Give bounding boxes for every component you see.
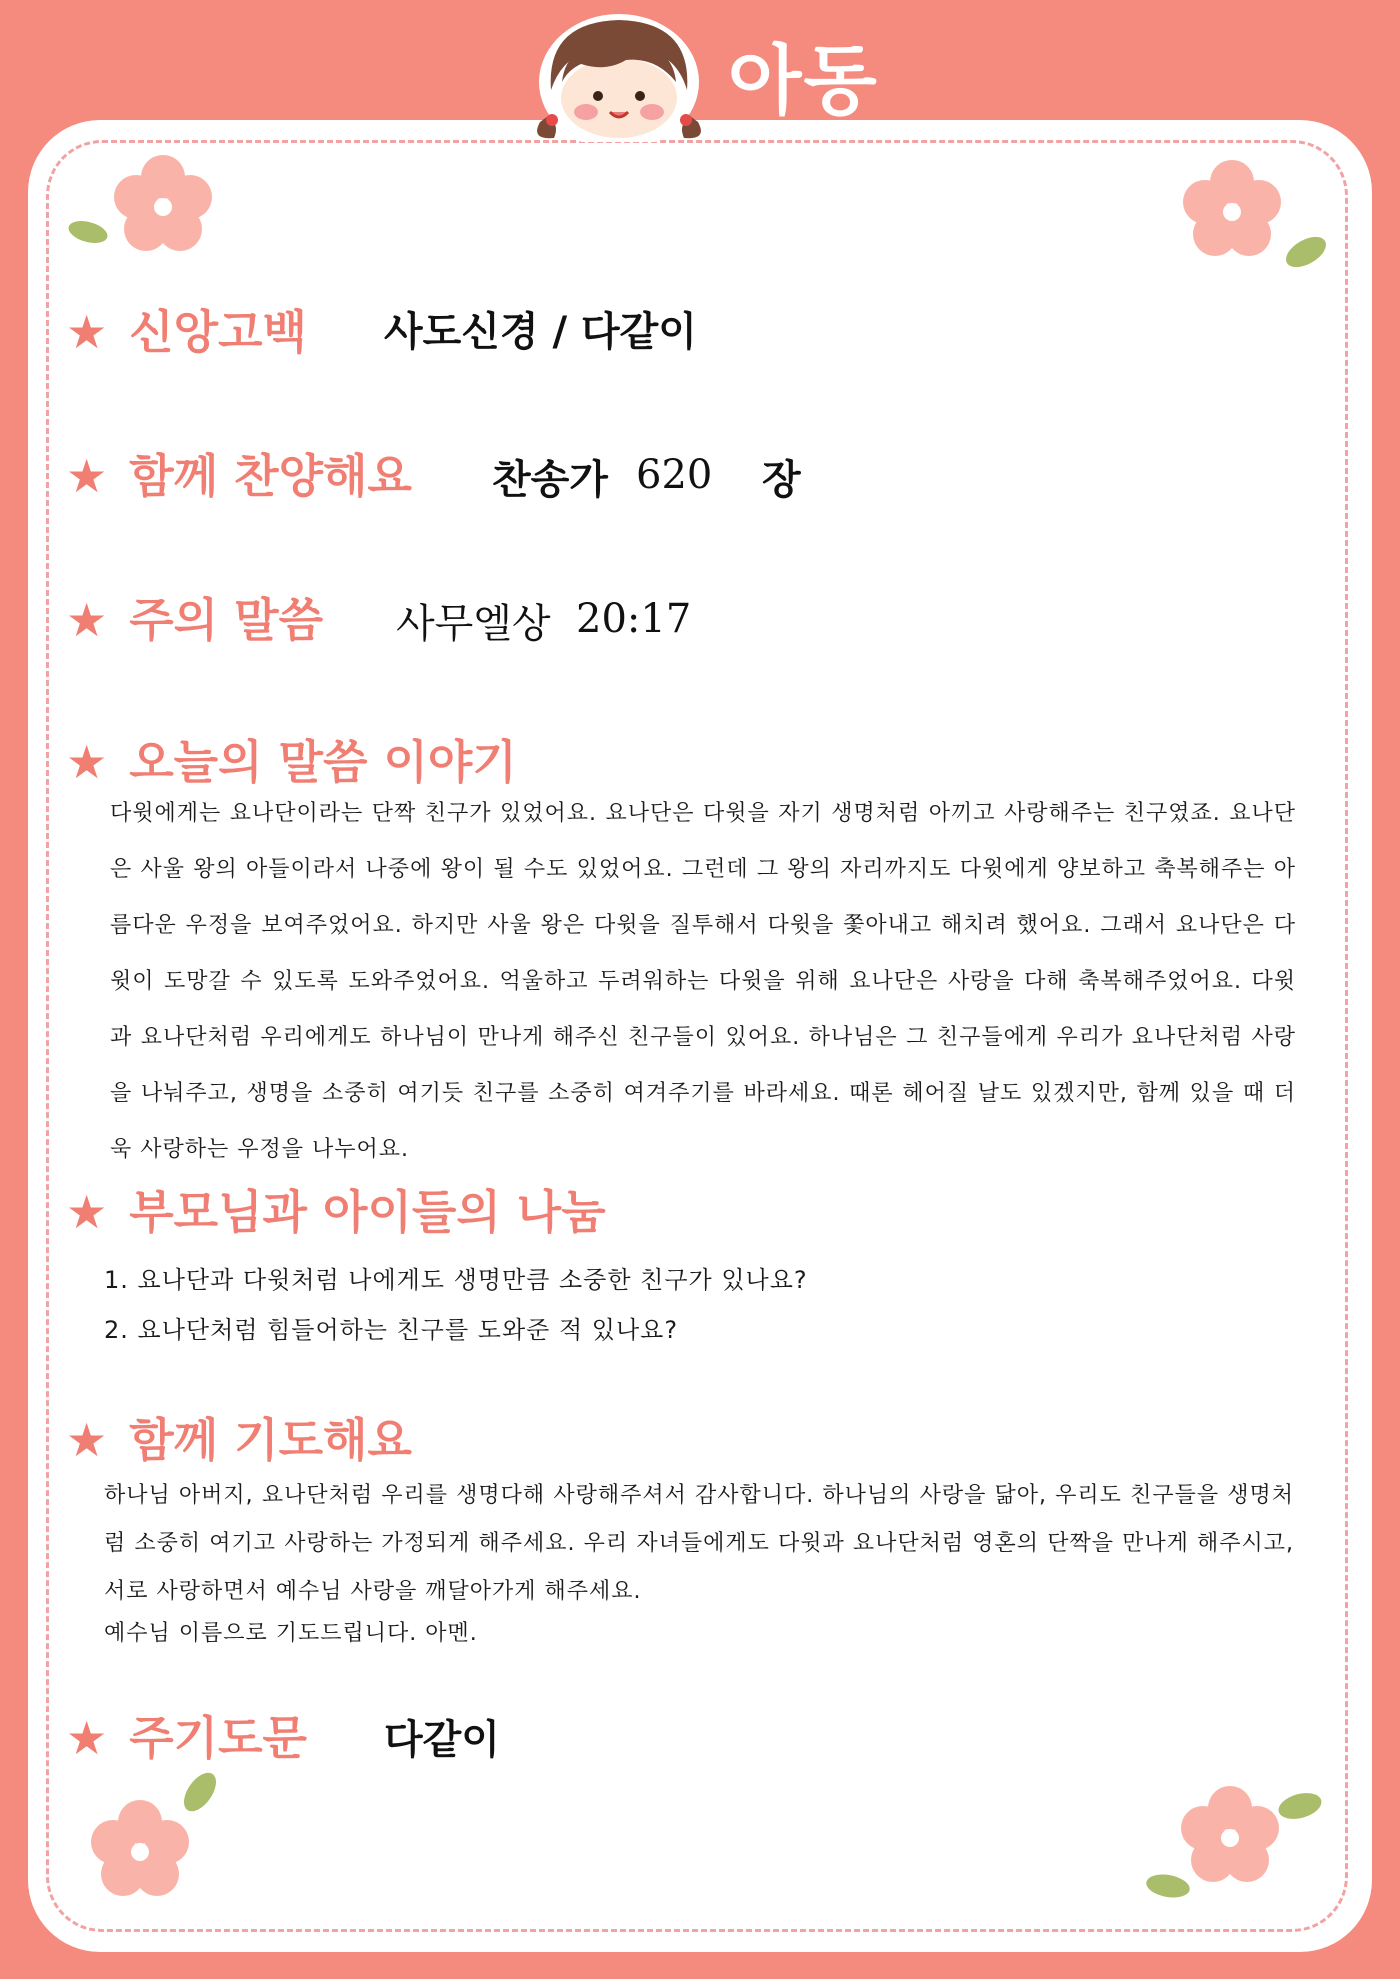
- section-heading-sharing: ★ 부모님과 아이들의 나눔: [66, 1185, 606, 1239]
- section-heading-lords-prayer: ★ 주기도문: [66, 1711, 307, 1765]
- sharing-question: 1. 요나단과 다윗처럼 나에게도 생명만큼 소중한 친구가 있나요?: [104, 1266, 808, 1294]
- hymn-unit: 장: [762, 457, 801, 503]
- star-icon: ★: [66, 1413, 108, 1467]
- star-icon: ★: [66, 1711, 108, 1765]
- star-icon: ★: [66, 305, 108, 359]
- prayer-closing: 예수님 이름으로 기도드립니다. 아멘.: [104, 1621, 478, 1646]
- flower-icon: [1130, 1766, 1330, 1906]
- star-icon: ★: [66, 593, 108, 647]
- section-heading-hymn: ★ 함께 찬양해요: [66, 449, 412, 503]
- story-text: 다윗에게는 요나단이라는 단짝 친구가 있었어요. 요나단은 다윗을 자기 생명처럼 아끼고 사랑해주는 친구였죠. 요나단은 사울 왕의 아들이라서 나중에 왕이 될 수도 있었어요. 그런데 그 왕의 자리까지도 다윗에게 양보하고 축복해주는 아름다운 우정을 보여주었어요. 하지만 사울 왕은 다윗을 질투해서 다윗을 쫓아내고 해치려 했어요. 그래서 요나단은 다윗이 도망갈 수 있도록 도와주었어요. 억울하고 두려워하는 다윗을 위해 요나단은 사랑을 다해 축복해주었어요. 다윗과 요나단처럼 우리에게도 하나님이 만나게 해주신 친구들이 있어요. 하나님은 그 친구들에게 우리가 요나단처럼 사랑을 나눠주고, 생명을 소중히 여기듯 친구를 소중히 여겨주기를 바라세요. 때론 헤어질 날도 있겠지만, 함께 있을 때 더욱 사랑하는 우정을 나누어요.: [110, 801, 1296, 1162]
- star-icon: ★: [66, 1185, 108, 1239]
- verse-number: 20:17: [576, 596, 692, 642]
- section-heading-prayer: ★ 함께 기도해요: [66, 1413, 412, 1467]
- creed-value: 사도신경 / 다같이: [384, 309, 697, 355]
- hymn-number: 620: [636, 452, 713, 498]
- section-heading-creed: ★ 신앙고백: [66, 305, 307, 359]
- prayer-text: 하나님 아버지, 요나단처럼 우리를 생명다해 사랑해주셔서 감사합니다. 하나님의 사랑을 닮아, 우리도 친구들을 생명처럼 소중히 여기고 사랑하는 가정되게 해주세요. 우리 자녀들에게도 다윗과 요나단처럼 영혼의 단짝을 만나게 해주시고, 서로 사랑하면서 예수님 사랑을 깨달아가게 해주세요.: [104, 1483, 1294, 1604]
- flower-icon: [80, 1770, 230, 1900]
- star-icon: ★: [66, 449, 108, 503]
- hymn-label: 찬송가: [492, 457, 608, 503]
- flower-icon: [68, 150, 218, 260]
- sharing-question: 2. 요나단처럼 힘들어하는 친구를 도와준 적 있나요?: [104, 1316, 679, 1344]
- verse-book: 사무엘상: [396, 601, 551, 647]
- star-icon: ★: [66, 735, 108, 789]
- section-heading-story: ★ 오늘의 말씀 이야기: [66, 735, 517, 789]
- flower-icon: [1166, 152, 1326, 272]
- lords-prayer-value: 다같이: [384, 1717, 500, 1763]
- page-title: 아동: [728, 36, 879, 125]
- girl-face-icon: [526, 12, 712, 142]
- section-heading-verse: ★ 주의 말씀: [66, 593, 324, 647]
